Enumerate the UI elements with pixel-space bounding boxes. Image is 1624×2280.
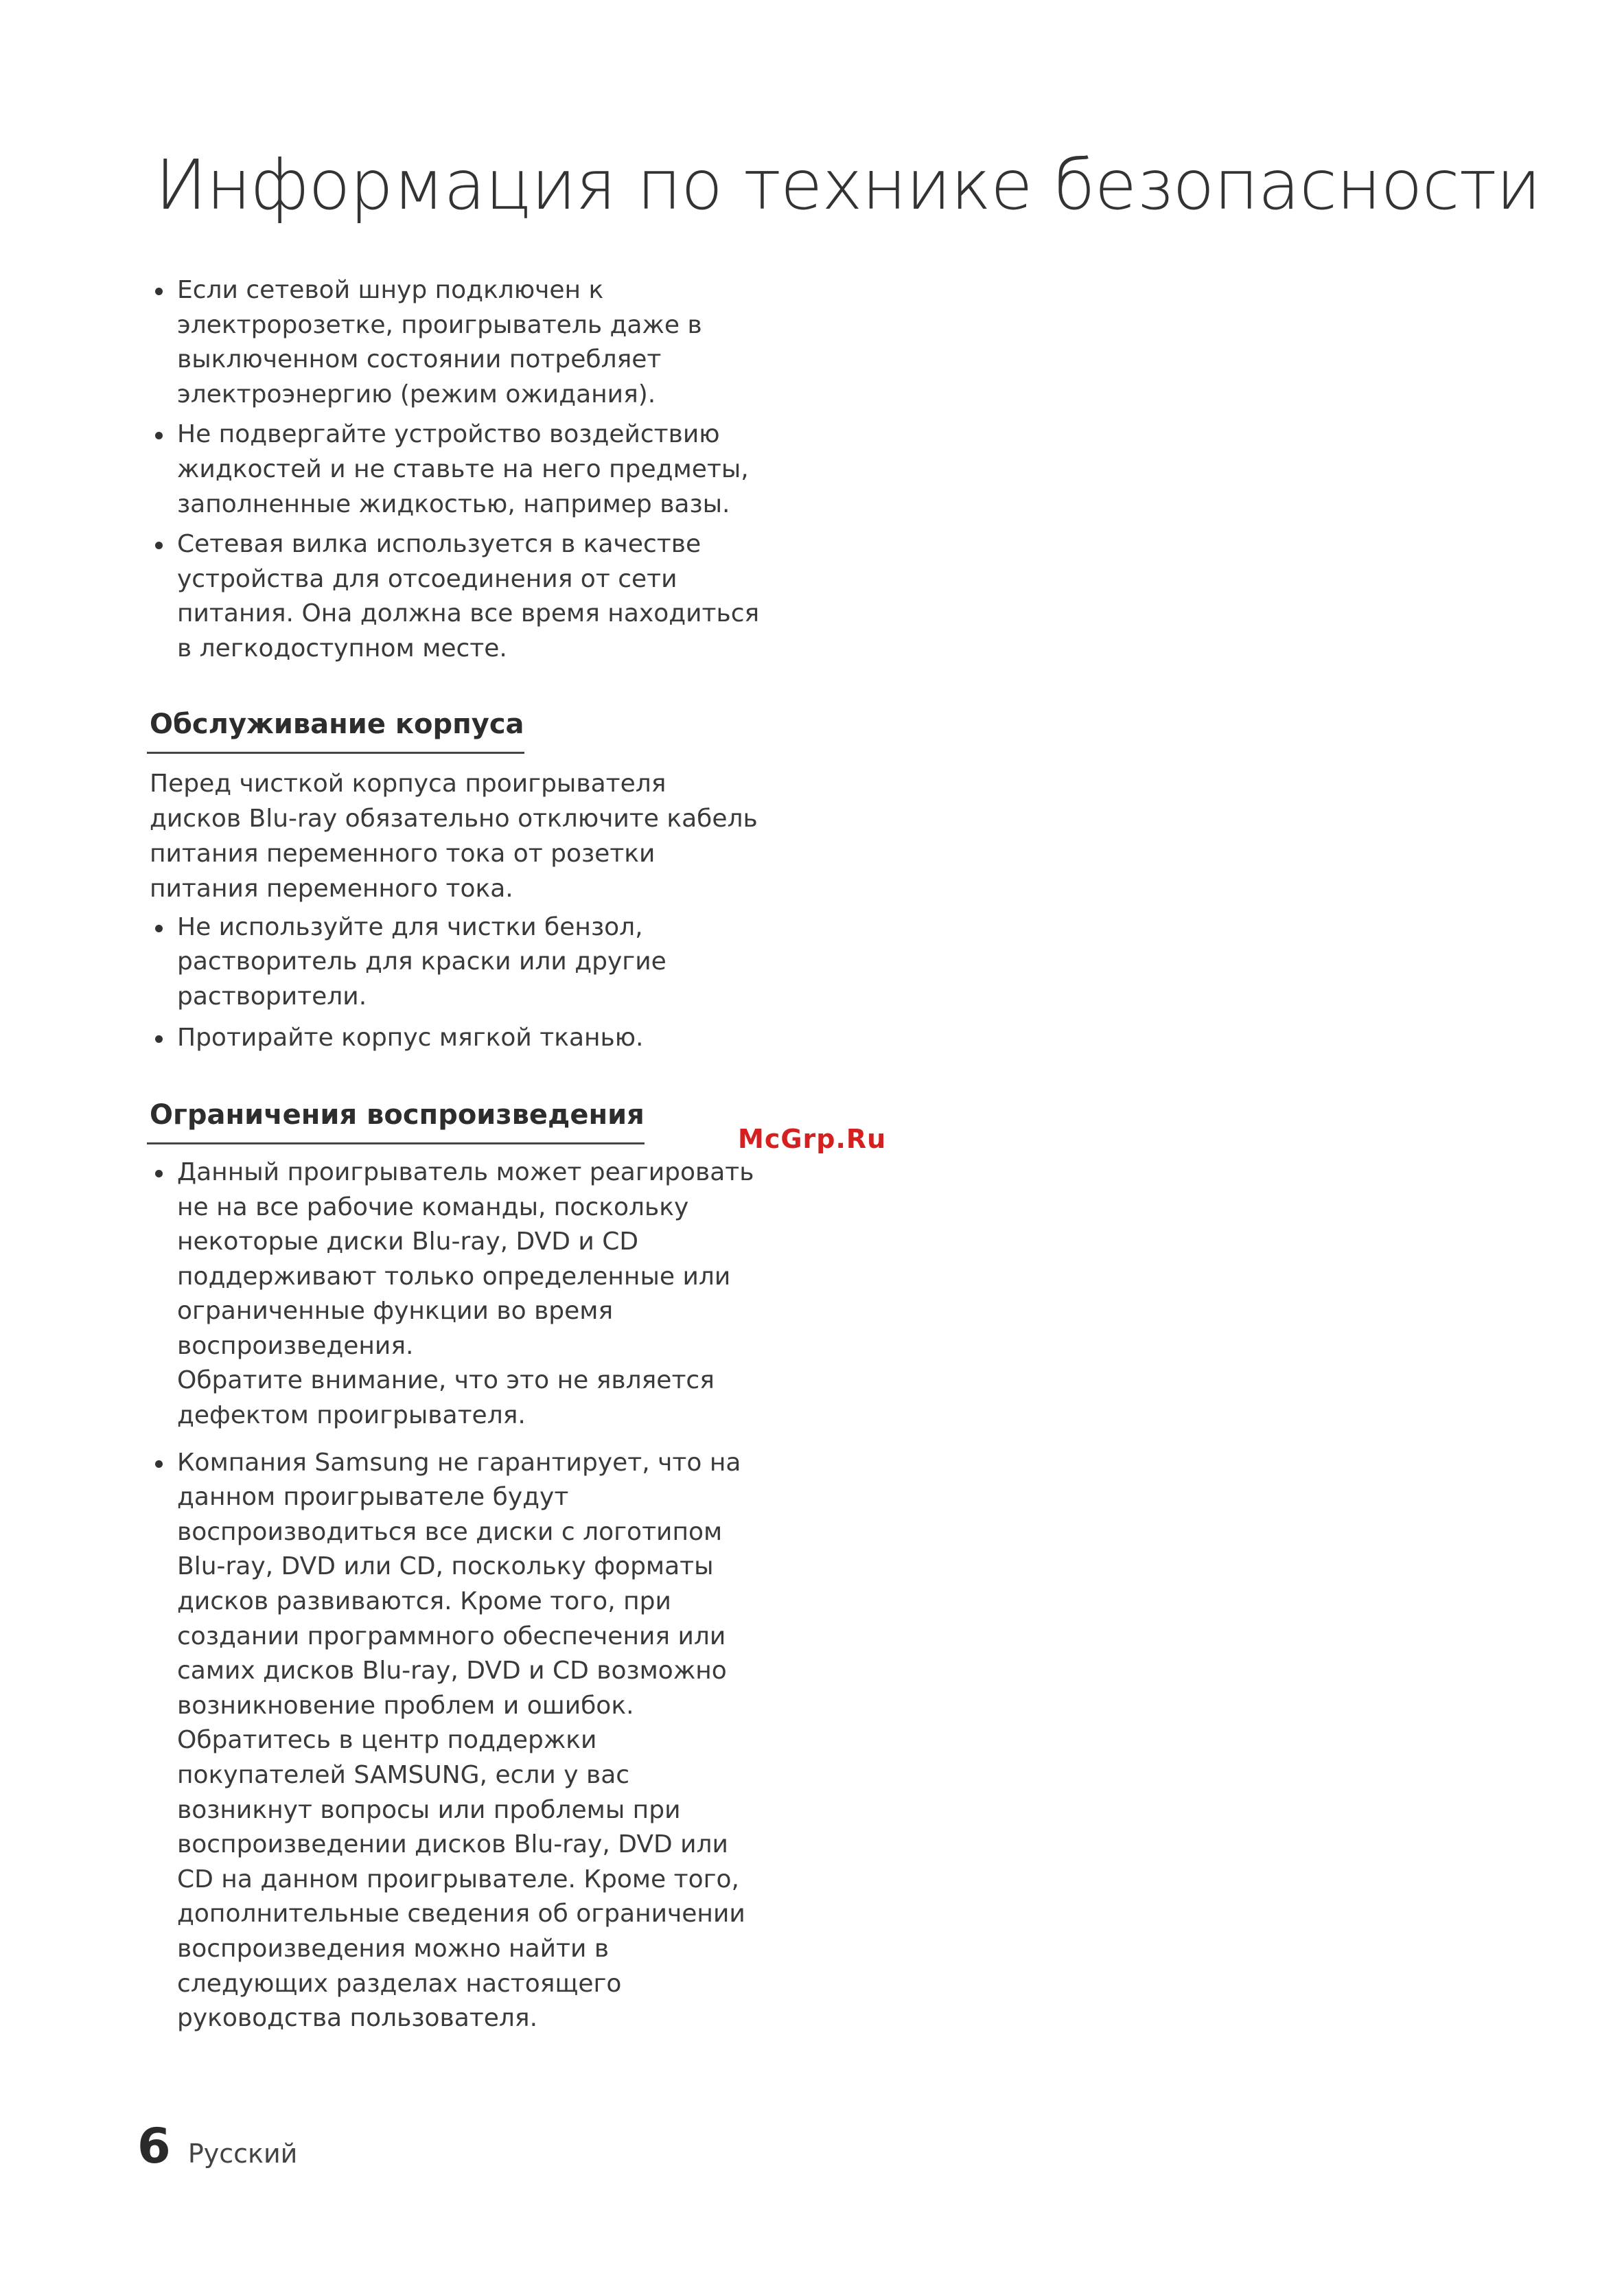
page-title: Информация по технике безопасности	[155, 145, 1541, 225]
section-intro-paragraph: Перед чисткой корпуса проигрывателя дисков Blu-ray обязательно отключите кабель питания переменного тока от розетки питания переменного тока.	[150, 769, 758, 903]
list-item-text: Данный проигрыватель может реагировать не на все рабочие команды, поскольку некоторые диски Blu-ray, DVD и CD поддерживают только определенные или ограниченные функции во время воспроизведения.	[177, 1158, 754, 1360]
bullet-icon	[155, 1170, 163, 1177]
list-item-note: Обратитесь в центр поддержки покупателей SAMSUNG, если у вас возникнут вопросы или проблемы при воспроизведении дисков Blu-ray, DVD или CD на данном проигрывателе. Кроме того, дополнительные сведения об ограничении воспроизведения можно найти в следующих разделах настоящего руководства пользователя.	[177, 1726, 745, 2033]
bullet-icon	[155, 432, 163, 439]
playback-restrictions-bullet-list	[147, 1155, 765, 2036]
page-number: 6	[137, 2118, 171, 2174]
section-heading-playback-restrictions	[147, 1096, 645, 1144]
list-item	[147, 910, 765, 1015]
heading-underline	[147, 1142, 645, 1144]
bullet-icon	[155, 288, 163, 295]
watermark-text: McGrp.Ru	[738, 1124, 887, 1154]
bullet-icon	[155, 1460, 163, 1468]
list-item	[147, 527, 765, 666]
list-item	[147, 417, 765, 522]
bullet-icon	[155, 925, 163, 932]
list-item	[147, 1155, 765, 1433]
list-item-note: Обратите внимание, что это не является дефектом проигрывателя.	[177, 1366, 715, 1430]
list-item-text: Не подвергайте устройство воздействию жидкостей и не ставьте на него предметы, заполненные жидкостью, например вазы.	[177, 420, 749, 518]
section-heading-text: Обслуживание корпуса	[150, 708, 524, 740]
page-footer	[137, 2118, 297, 2174]
list-item-text: Сетевая вилка используется в качестве устройства для отсоединения от сети питания. Она должна все время находиться в легкодоступном месте.	[177, 530, 760, 663]
footer-language-label: Русский	[187, 2139, 298, 2169]
list-item	[147, 1021, 765, 1056]
list-item	[147, 273, 765, 412]
list-item-text: Протирайте корпус мягкой тканью.	[177, 1024, 644, 1052]
cabinet-care-bullet-list	[147, 910, 765, 1056]
list-item-text: Не используйте для чистки бензол, растворитель для краски или другие растворители.	[177, 912, 666, 1011]
list-item-text: Если сетевой шнур подключен к электророзетке, проигрыватель даже в выключенном состоянии потребляет электроэнергию (режим ожидания).	[177, 276, 702, 408]
section-heading-text: Ограничения воспроизведения	[150, 1098, 645, 1131]
section-heading-cabinet-care	[147, 705, 524, 754]
bullet-icon	[155, 542, 163, 549]
content-column	[147, 273, 765, 2049]
bullet-icon	[155, 1035, 163, 1043]
list-item	[147, 1446, 765, 2036]
list-item-text: Компания Samsung не гарантирует, что на данном проигрывателе будут воспроизводиться все диски с логотипом Blu-ray, DVD или CD, поскольку форматы дисков развиваются. Кроме того, при создании программного обеспечения или самих дисков Blu-ray, DVD и CD возможно возникновение проблем и ошибок.	[177, 1448, 741, 1720]
safety-bullet-list	[147, 273, 765, 667]
heading-underline	[147, 752, 524, 754]
